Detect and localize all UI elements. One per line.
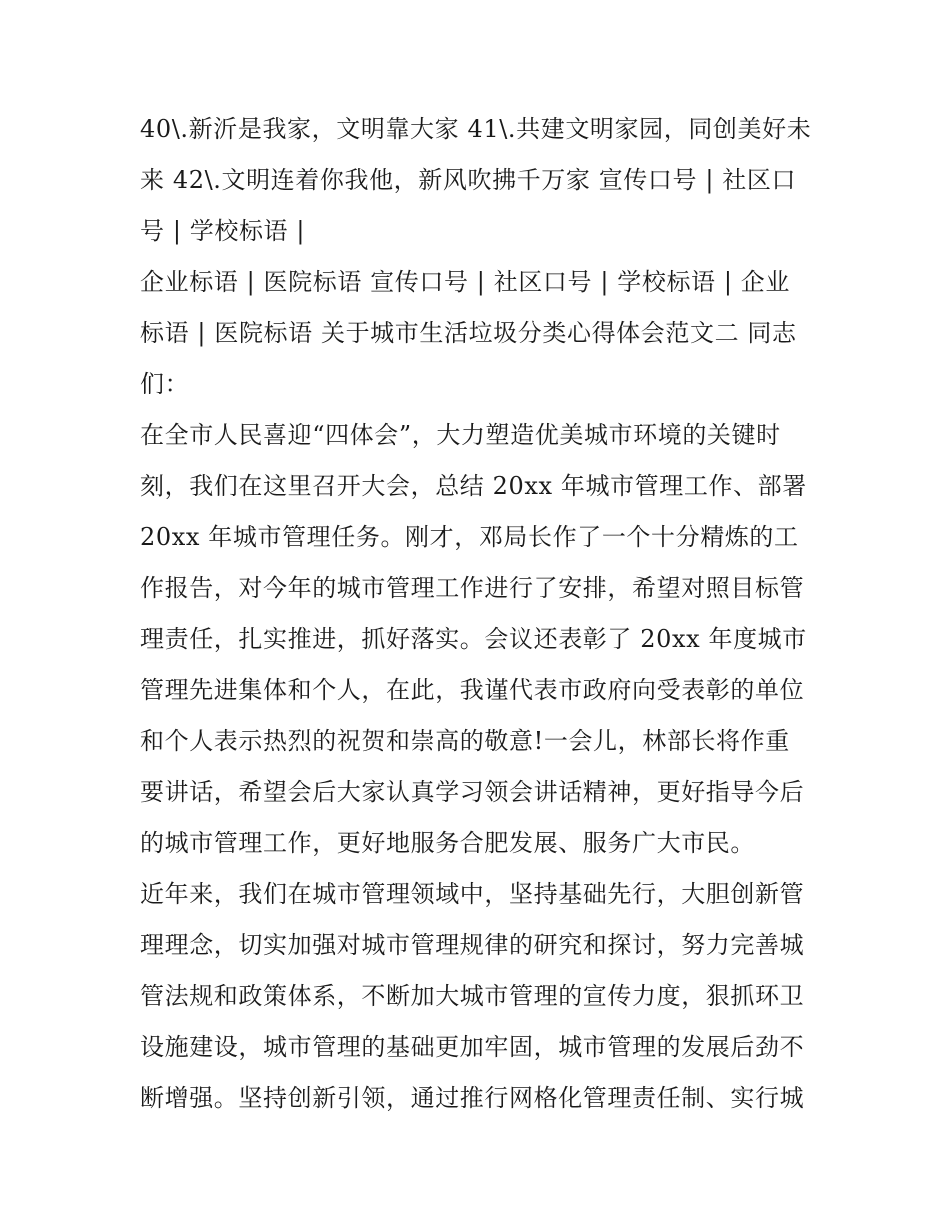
paragraph-meeting-opening: 在全市人民喜迎“四体会”，大力塑造优美城市环境的关键时刻，我们在这里召开大会，总结 20xx 年城市管理工作、部署 20xx 年城市管理任务。刚才，邓局长作了一个十分精炼的工作报告，对今年的城市管理工作进行了安排，希望对照目标管理责任，扎实推进，抓好落实。会议还表彰了 20xx 年度城市管理先进集体和个人，在此，我谨代表市政府向受表彰的单位和个人表示热烈的祝贺和崇高的敬意!一会儿，林部长将作重要讲话，希望会后大家认真学习领会讲话精神，更好指导今后的城市管理工作，更好地服务合肥发展、服务广大市民。 <box>140 421 807 857</box>
paragraph-slogans: 40\.新沂是我家，文明靠大家 41\.共建文明家园，同创美好未来 42\.文明连着你我他，新风吹拂千万家 宣传口号 | 社区口号 | 学校标语 | <box>140 115 812 245</box>
paragraph-slogan-categories: 企业标语 | 医院标语 宣传口号 | 社区口号 | 学校标语 | 企业标语 | 医院标语 关于城市生活垃圾分类心得体会范文二 同志们： <box>140 268 797 398</box>
paragraph-recent-years: 近年来，我们在城市管理领域中，坚持基础先行，大胆创新管理理念，切实加强对城市管理规律的研究和探讨，努力完善城管法规和政策体系，不断加大城市管理的宣传力度，狠抓环卫设施建设，城市管理的基础更加牢固，城市管理的发展后劲不断增强。坚持创新引领，通过推行网格化管理责任制、实行城 <box>140 880 805 1112</box>
document-body <box>140 104 812 1124</box>
